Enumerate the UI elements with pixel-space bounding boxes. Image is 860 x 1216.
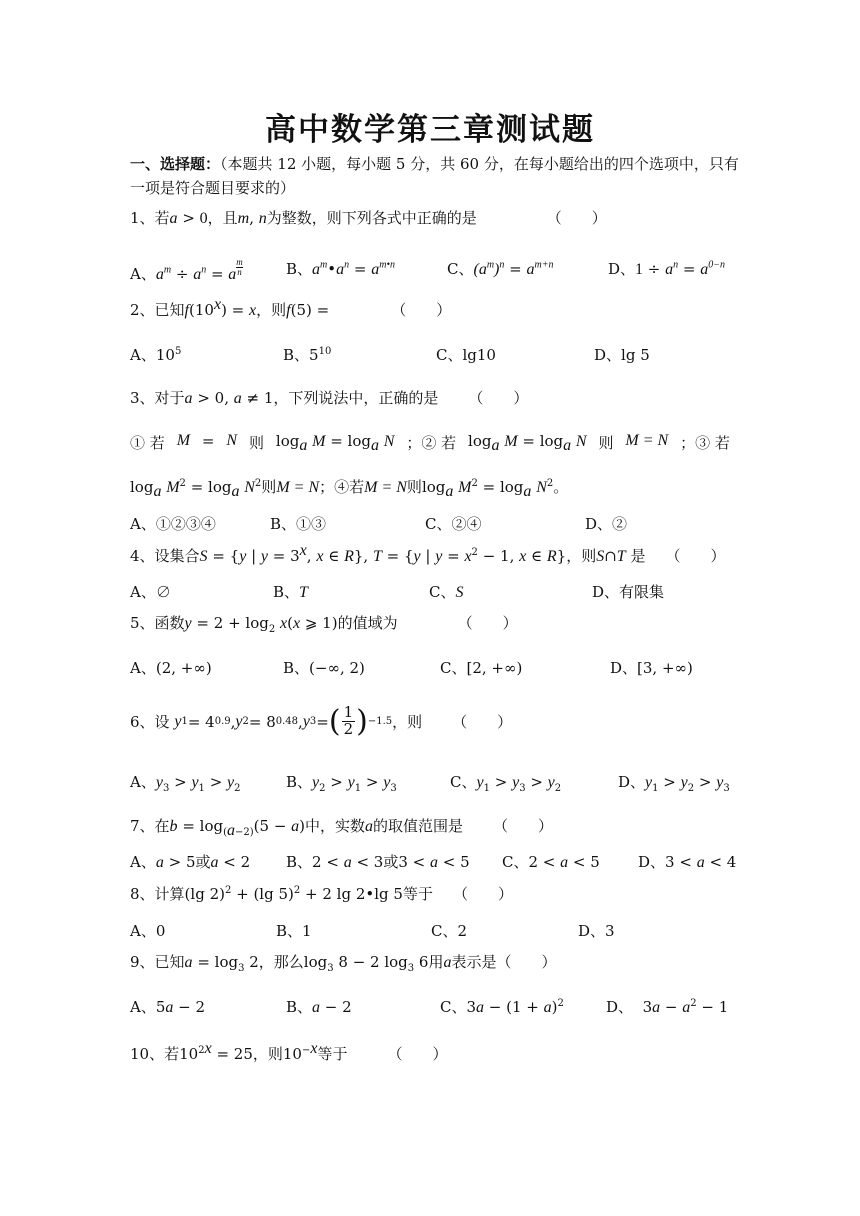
q8-option-c: C、2 — [431, 922, 468, 940]
q1-option-d: D、$1 \div a^n = a^{0-n}$ — [608, 259, 725, 278]
q7-option-a: A、a > 5或a < 2 — [130, 853, 251, 871]
q1-prefix: 1、若 — [130, 209, 170, 227]
question-1: 1、若a > 0，且m, n为整数，则下列各式中正确的是 （ ） — [130, 209, 607, 227]
q4-option-c: C、S — [429, 583, 464, 601]
q1-mid1: ，且 — [207, 209, 238, 227]
q5-option-b: B、(−∞, 2) — [283, 659, 365, 677]
section-desc-1: （本题共 12 小题，每小题 5 分，共 60 分，在每小题给出的四个选项中，只有 — [220, 155, 739, 173]
q3-option-d: D、② — [585, 515, 628, 533]
q4-option-d: D、有限集 — [592, 583, 665, 601]
q3-option-a: A、①②③④ — [130, 515, 216, 533]
q4-option-b: B、T — [273, 583, 308, 601]
q10-answer-paren: （ ） — [387, 1045, 448, 1063]
q3-option-c: C、②④ — [425, 515, 482, 533]
q3-option-b: B、①③ — [270, 515, 327, 533]
q5-answer-paren: （ ） — [457, 614, 518, 632]
q5-option-a: A、(2, +∞) — [130, 659, 212, 677]
q4-answer-paren: （ ） — [665, 547, 726, 565]
q2-option-d: D、lg 5 — [594, 346, 650, 364]
question-3: 3、对于a > 0, a ≠ 1，下列说法中，正确的是 （ ） — [130, 389, 529, 407]
q3-answer-paren: （ ） — [468, 389, 529, 407]
q3-statements-line-2: $\log_a M^2 = \log_a N^2$则M = N；④若M = N则$\log_a M^2 = \log_a N^2$。 — [130, 478, 569, 500]
q8-option-d: D、3 — [578, 922, 615, 940]
q3-statements-line-1: ① 若 M = N 则 $\log_a M = \log_a N$ ；② 若 $\log_a M = \log_a N$ 则 M = N ；③ 若 — [130, 432, 730, 454]
question-9: 9、已知$a = \log_3 2$，那么$\log_3 8 - 2$ $\log_3 6$用a表示是（ ） — [130, 953, 557, 974]
q7-option-c: C、2 < a < 5 — [502, 853, 600, 871]
q1-option-a: A、$a^m \div a^n = a$ $\frac{m}{n}$ — [130, 257, 243, 283]
q5-option-d: D、[3, +∞) — [610, 659, 693, 677]
q7-option-b: B、2 < a < 3或3 < a < 5 — [286, 853, 470, 871]
question-4: 4、设集合S = {y | $y = 3^x$, x ∈ R}, T = {y | $y = x^2 - 1$, x ∈ R}，则S∩T 是 （ ） — [130, 542, 726, 565]
q1-option-b: B、$a^m•a^n = a^{m•n}$ — [286, 259, 395, 278]
q2-answer-paren: （ ） — [391, 301, 452, 319]
q5-option-c: C、[2, +∞) — [440, 659, 523, 677]
q1-option-c: C、$(a^m)^n = a^{m+n}$ — [447, 259, 554, 278]
question-2: 2、已知$f(10^x) = x$，则f(5) = （ ） — [130, 296, 452, 319]
q9-answer-paren: （ ） — [496, 953, 557, 971]
question-5: 5、函数$y = 2 + \log_2 x(x$ ⩾ 1)的值域为 （ ） — [130, 614, 518, 635]
q1-mid2: 为整数，则下列各式中正确的是 — [266, 209, 477, 227]
question-8: 8、计算(lg 2)$^2$ + (lg 5)$^2$ + 2 lg 2•lg 5等于 （ ） — [130, 885, 513, 903]
q9-option-b: B、a − 2 — [286, 998, 352, 1016]
q2-option-a: A、$10^5$ — [130, 346, 182, 364]
section-header — [130, 153, 739, 174]
q8-answer-paren: （ ） — [452, 885, 513, 903]
q6-answer-paren: （ ） — [452, 713, 513, 731]
q8-option-a: A、0 — [130, 922, 166, 940]
q2-option-c: C、lg10 — [436, 346, 496, 364]
question-6: 6、设 y 1 = 4 0.9 , y 2 = 8 0.48 , y 3 = ( $\frac{1}{2}$ ) −1.5 ，则 （ ） — [130, 703, 513, 739]
q8-option-b: B、1 — [276, 922, 312, 940]
q7-answer-paren: （ ） — [493, 817, 554, 835]
q6-option-a: A、$y_3 > y_1 > y_2$ — [130, 773, 241, 794]
q4-option-a: A、∅ — [130, 583, 171, 601]
q1-answer-paren: （ ） — [546, 209, 607, 227]
q9-option-d: D、 $3a - a^2 - 1$ — [606, 998, 729, 1016]
q7-option-d: D、3 < a < 4 — [638, 853, 737, 871]
question-10: 10、若$10^{2x} = 25$，则$10^{-x}$等于 （ ） — [130, 1040, 448, 1063]
section-desc-2: 一项是符合题目要求的） — [130, 179, 296, 197]
q6-option-d: D、$y_1 > y_2 > y_3$ — [618, 773, 730, 794]
q9-option-c: C、$3a - (1 + a)^2$ — [440, 998, 564, 1016]
q6-option-c: C、$y_1 > y_3 > y_2$ — [450, 773, 562, 794]
q6-option-b: B、$y_2 > y_1 > y_3$ — [286, 773, 397, 794]
question-7: 7、在$b = \log_{(a-2)}(5 - a)$中，实数a的取值范围是 （ ） — [130, 817, 554, 839]
page-title: 高中数学第三章测试题 — [265, 112, 595, 148]
section-heading: 一、选择题： — [130, 155, 221, 173]
q2-option-b: B、$5^{10}$ — [283, 346, 332, 364]
q9-option-a: A、5a − 2 — [130, 998, 206, 1016]
